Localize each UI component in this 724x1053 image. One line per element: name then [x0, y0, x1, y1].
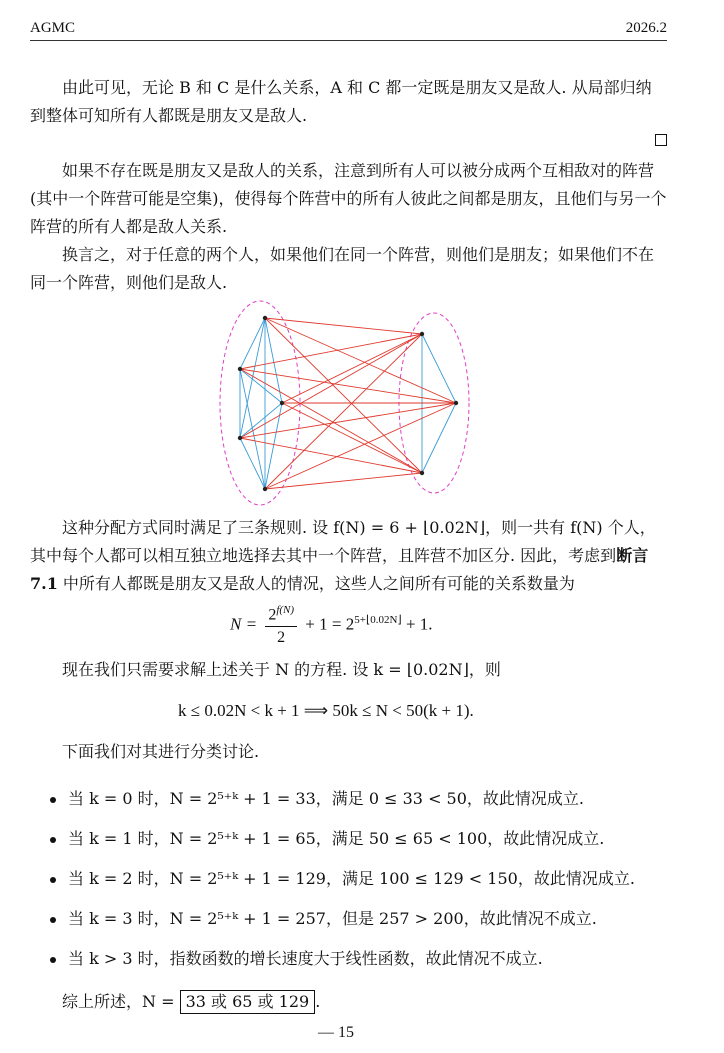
case-item — [50, 787, 584, 811]
enemy-edge — [282, 403, 422, 473]
eq1-rhs-exp: 5+⌊0.02N⌋ — [354, 613, 402, 626]
person-node — [420, 471, 424, 475]
case-text: 当 k = 2 时，N = 2⁵⁺ᵏ + 1 = 129，满足 100 ≤ 129 < 150，故此情况成立. — [68, 869, 635, 888]
enemy-edge — [265, 334, 422, 489]
running-header-right: 2026.2 — [625, 20, 667, 36]
eq1-lhs: N = — [230, 614, 258, 634]
friend-enemy-graph — [210, 296, 480, 506]
person-node — [238, 436, 242, 440]
qed-square-icon — [655, 134, 667, 146]
person-node — [280, 401, 284, 405]
paragraph-3: 换言之，对于任意的两个人，如果他们在同一个阵营，则他们是朋友；如果他们不在同一个阵营，则他们是敌人. — [30, 245, 655, 292]
answer-box: 33 或 65 或 129 — [180, 990, 316, 1014]
enemy-edge — [282, 334, 422, 403]
paragraph-1: 由此可见，无论 B 和 C 是什么关系，A 和 C 都一定既是朋友又是敌人. 从局部归纳到整体可知所有人都既是朋友又是敌人. — [30, 78, 652, 125]
case-text: 当 k = 3 时，N = 2⁵⁺ᵏ + 1 = 257，但是 257 > 200，故此情况不成立. — [68, 909, 597, 928]
friend-edge — [422, 334, 456, 403]
conclusion — [62, 988, 662, 1016]
paragraph-2: 如果不存在既是朋友又是敌人的关系，注意到所有人可以被分成两个互相敌对的阵营 (其中一个阵营可能是空集)，使得每个阵营中的所有人彼此之间都是朋友，且他们与另一个阵营的所有人都是敌人关系. — [30, 161, 667, 236]
person-node — [238, 367, 242, 371]
case-item — [50, 907, 597, 931]
paragraph-4-text-b: 中所有人都既是朋友又是敌人的情况，这些人之间所有可能的关系数量为 — [57, 574, 575, 593]
eq1-rhs1: + 1 = 2 — [305, 614, 355, 634]
enemy-edge — [265, 403, 456, 489]
eq1-numerator: 2 — [268, 606, 277, 624]
person-node — [420, 332, 424, 336]
enemy-edge — [240, 369, 422, 473]
friend-edge — [240, 369, 265, 489]
equation-1 — [230, 604, 433, 647]
eq1-rhs2: + 1. — [405, 614, 433, 634]
header-rule — [30, 40, 667, 41]
conclusion-prefix: 综上所述，N = — [62, 992, 175, 1011]
enemy-edge — [240, 334, 422, 369]
bullet-icon — [50, 877, 56, 883]
friend-edge — [240, 318, 265, 369]
person-node — [454, 401, 458, 405]
paragraph-4-text-a: 这种分配方式同时满足了三条规则. 设 f(N) = 6 + ⌊0.02N⌋，则一共有 f(N) 个人，其中每个人都可以相互独立地选择去其中一个阵营，且阵营不加区分. 因此，考虑到 — [30, 518, 656, 565]
case-text: 当 k = 0 时，N = 2⁵⁺ᵏ + 1 = 33，满足 0 ≤ 33 < 50，故此情况成立. — [68, 789, 585, 808]
enemy-edge — [240, 369, 456, 403]
person-node — [263, 487, 267, 491]
eq1-fraction — [265, 604, 297, 647]
case-item — [50, 947, 543, 971]
eq1-numerator-exp: f(N) — [276, 604, 295, 616]
enemy-edge — [240, 438, 422, 473]
bullet-icon — [50, 797, 56, 803]
paragraph-6: 下面我们对其进行分类讨论. — [62, 742, 260, 761]
conclusion-suffix: . — [315, 992, 321, 1011]
running-header-left: AGMC — [30, 20, 76, 36]
case-item — [50, 827, 604, 851]
friend-edge — [240, 438, 265, 489]
page-number: — 15 — [318, 1024, 354, 1041]
enemy-edge — [265, 318, 422, 473]
enemy-edge — [240, 403, 456, 438]
bullet-icon — [50, 917, 56, 923]
claim-reference: 断言 7.1 — [30, 546, 649, 593]
friend-edge — [422, 403, 456, 473]
friend-edge — [265, 318, 282, 403]
paragraph-5: 现在我们只需要求解上述关于 N 的方程. 设 k = ⌊0.02N⌋，则 — [62, 660, 501, 679]
case-text: 当 k > 3 时，指数函数的增长速度大于线性函数，故此情况不成立. — [68, 949, 543, 968]
case-item — [50, 867, 635, 891]
case-text: 当 k = 1 时，N = 2⁵⁺ᵏ + 1 = 65，满足 50 ≤ 65 < 100，故此情况成立. — [68, 829, 605, 848]
eq1-denominator: 2 — [277, 629, 286, 647]
bullet-icon — [50, 957, 56, 963]
equation-2: k ≤ 0.02N < k + 1 ⟹ 50k ≤ N < 50(k + 1). — [178, 701, 474, 720]
enemy-edge — [240, 334, 422, 438]
paragraph-4 — [30, 514, 667, 598]
enemy-edge — [265, 318, 456, 403]
person-node — [263, 316, 267, 320]
bullet-icon — [50, 837, 56, 843]
